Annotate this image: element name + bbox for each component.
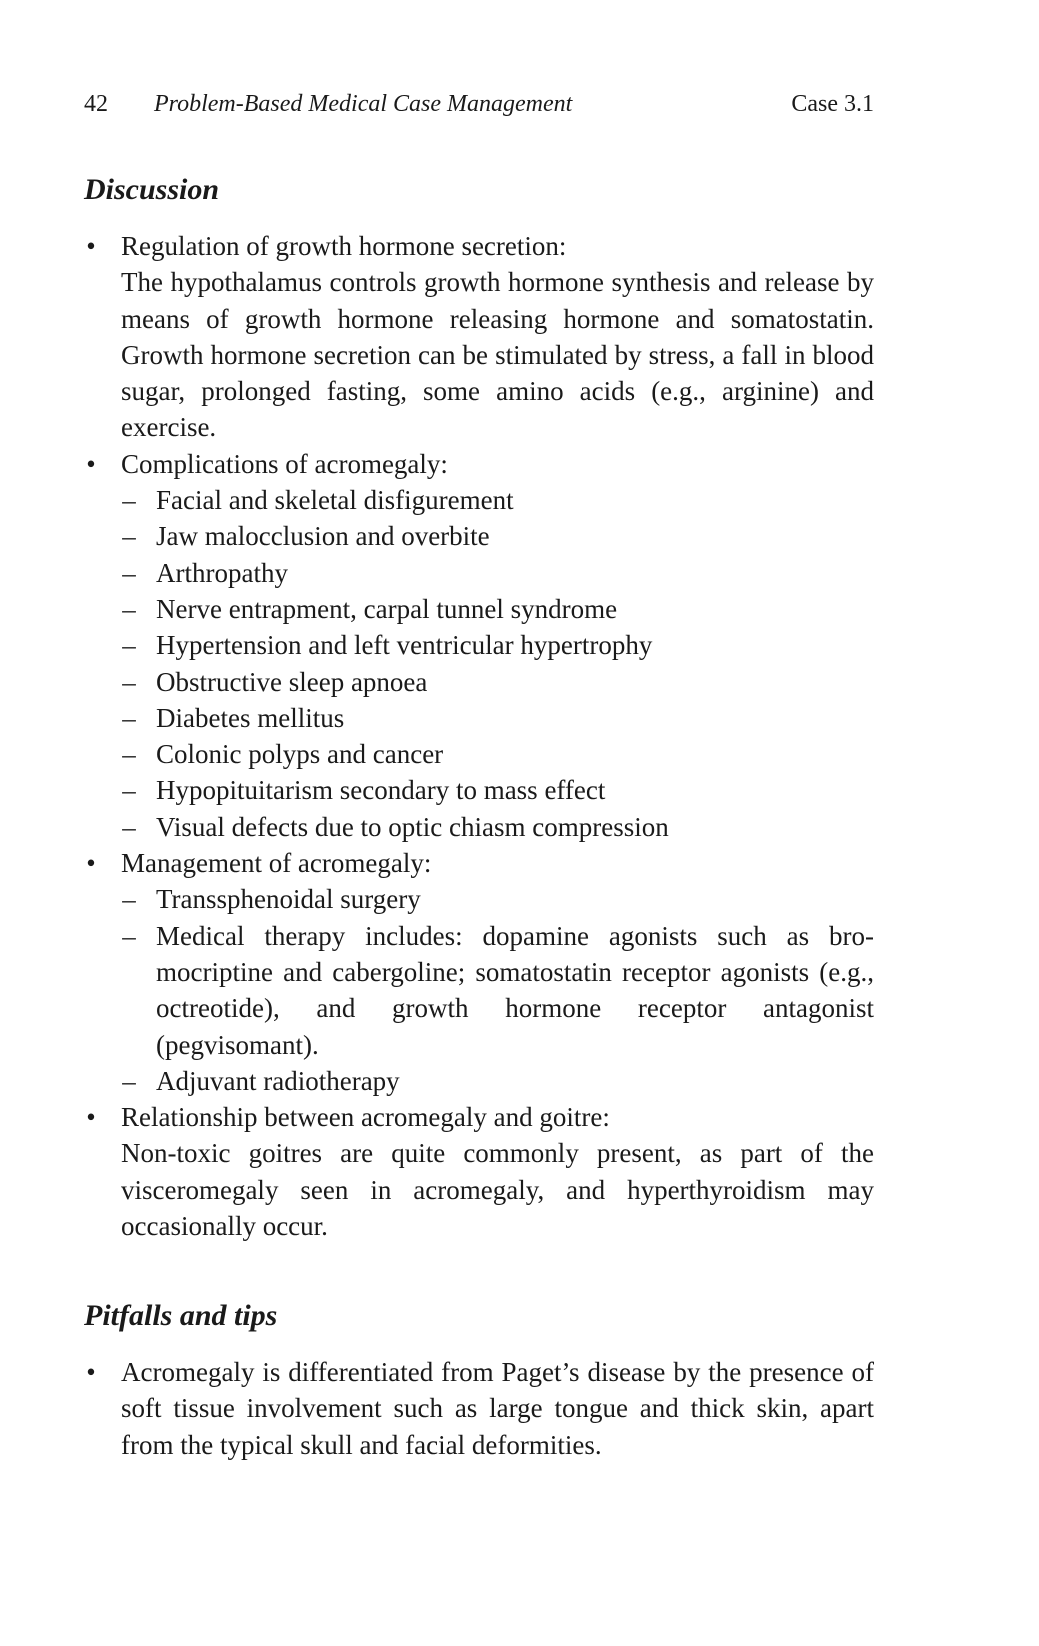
- list-item-text: Adjuvant radiotherapy: [156, 1065, 400, 1096]
- complications-list: [121, 482, 874, 845]
- pitfalls-body: [84, 1354, 874, 1463]
- bullet-icon: •: [86, 448, 96, 479]
- list-item-text: Transsphenoidal surgery: [156, 884, 421, 915]
- bullet-icon: •: [86, 1102, 96, 1133]
- dash-icon: –: [122, 485, 136, 516]
- bullet-heading: Management of acromegaly:: [121, 848, 432, 879]
- list-item-text: Medical therapy includes: dopamine agonists such as bromocriptine and cabergoline; somatostatin receptor agonists (e.g., octreotide), and growth hormone receptor antagonist (pegvisomant).: [156, 920, 874, 1060]
- list-item: [121, 627, 874, 663]
- list-item: [121, 591, 874, 627]
- dash-icon: –: [122, 739, 136, 770]
- list-item: [121, 772, 874, 808]
- list-item: [121, 664, 874, 700]
- list-item-text: Hypertension and left ventricular hypertrophy: [156, 630, 653, 661]
- running-head: [84, 86, 874, 122]
- bullet-heading: Regulation of growth hormone secretion:: [121, 231, 567, 261]
- list-item: [121, 482, 874, 518]
- dash-icon: –: [122, 1065, 136, 1096]
- book-title: Problem-Based Medical Case Management: [154, 91, 573, 117]
- discussion-heading: Discussion: [84, 173, 220, 206]
- bullet-icon: •: [86, 231, 96, 261]
- list-item: [121, 555, 874, 591]
- bullet-icon: •: [86, 848, 96, 879]
- list-item-text: Nerve entrapment, carpal tunnel syndrome: [156, 593, 618, 624]
- bullet-growth-hormone-regulation: [84, 228, 874, 446]
- bullet-heading: Relationship between acromegaly and goitre:: [121, 1102, 610, 1133]
- list-item-text: Obstructive sleep apnoea: [156, 666, 428, 697]
- dash-icon: –: [122, 884, 136, 915]
- list-item: [121, 736, 874, 772]
- list-item-text: Arthropathy: [156, 557, 288, 588]
- dash-icon: –: [122, 557, 136, 588]
- dash-icon: –: [122, 521, 136, 552]
- list-item: [121, 881, 874, 917]
- bullet-complications: [84, 446, 874, 845]
- list-item: [121, 1063, 874, 1099]
- dash-icon: –: [122, 630, 136, 661]
- bullet-paget-differentiation: [84, 1354, 874, 1463]
- bullet-icon: •: [86, 1357, 96, 1387]
- case-label: Case 3.1: [791, 91, 874, 117]
- list-item-text: Jaw malocclusion and overbite: [156, 521, 490, 552]
- list-item: [121, 518, 874, 554]
- list-item: [121, 700, 874, 736]
- dash-icon: –: [122, 702, 136, 733]
- bullet-paragraph: Non-toxic goitres are quite commonly present, as part of the visceromegaly seen in acromegaly, and hyperthyroidism may occasionally occur.: [121, 1138, 874, 1242]
- list-item: [121, 809, 874, 845]
- list-item-text: Diabetes mellitus: [156, 702, 345, 733]
- dash-icon: –: [122, 811, 136, 842]
- list-item-text: Facial and skeletal disfigurement: [156, 485, 514, 516]
- dash-icon: –: [122, 593, 136, 624]
- list-item-text: Visual defects due to optic chiasm compression: [156, 811, 669, 842]
- list-item-text: Colonic polyps and cancer: [156, 739, 444, 770]
- list-item: [121, 918, 874, 1063]
- bullet-goitre-relationship: [84, 1099, 874, 1244]
- dash-icon: –: [122, 666, 136, 697]
- pitfalls-heading: Pitfalls and tips: [84, 1299, 278, 1332]
- bullet-paragraph: The hypothalamus controls growth hormone synthesis and release by means of growth hormone releasing hormone and somatostatin. Growth hormone secretion can be stimulated by stress, a fall in blood sugar, prolonged fasting, some amino acids (e.g., arginine) and exercise.: [121, 267, 874, 443]
- bullet-paragraph: Acromegaly is differentiated from Paget’s disease by the presence of soft tissue involvement such as large tongue and thick skin, apart from the typical skull and facial deformities.: [121, 1357, 874, 1460]
- management-list: [121, 881, 874, 1099]
- discussion-body: [84, 228, 874, 1244]
- bullet-management: [84, 845, 874, 1099]
- dash-icon: –: [122, 775, 136, 806]
- page-number: 42: [84, 91, 108, 117]
- bullet-heading: Complications of acromegaly:: [121, 448, 448, 479]
- list-item-text: Hypopituitarism secondary to mass effect: [156, 775, 606, 806]
- dash-icon: –: [122, 920, 136, 951]
